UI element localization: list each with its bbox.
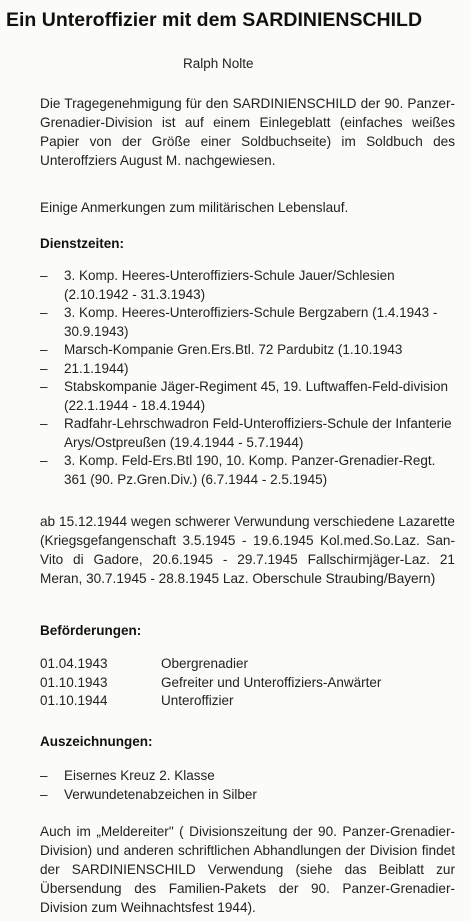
- awards-heading-wrap: [40, 734, 455, 749]
- hospital-section: [40, 512, 455, 588]
- promotions-heading: Beförderungen:: [40, 623, 142, 638]
- promotion-row: [40, 655, 455, 674]
- dash-bullet: –: [40, 360, 48, 376]
- dash-bullet: –: [40, 768, 48, 783]
- dash-bullet: –: [40, 786, 48, 802]
- service-item: – 21.1.1944): [40, 360, 455, 379]
- article-title: Ein Unteroffizier mit dem SARDINIENSCHILD: [6, 9, 423, 31]
- dash-bullet: –: [40, 416, 48, 431]
- service-item: – 3. Komp. Heeres-Unteroffiziers-Schule Bergzabern (1.4.1943 - 30.9.1943): [40, 305, 438, 339]
- promotion-row: [40, 674, 455, 693]
- service-section: [40, 267, 455, 489]
- promotions-table: [40, 655, 455, 711]
- awards-section: [40, 767, 455, 804]
- promotion-row: [40, 692, 455, 711]
- dash-bullet: –: [40, 342, 48, 357]
- dash-bullet: –: [40, 268, 48, 283]
- dash-bullet: –: [40, 305, 48, 320]
- promotion-rank: Gefreiter und Unteroffiziers-Anwärter: [161, 674, 382, 690]
- author-name: Ralph Nolte: [183, 56, 254, 71]
- promotion-date: 01.10.1943: [40, 674, 108, 690]
- service-item: – Radfahr-Lehrschwadron Feld-Unteroffiziers-Schule der Infanterie Arys/Ostpreußen (19.4.1944 - 5.7.1944): [40, 416, 452, 450]
- service-list: [40, 267, 455, 489]
- award-item: – Eisernes Kreuz 2. Klasse: [40, 767, 455, 786]
- remarks-section: [40, 198, 455, 217]
- promotion-date: 01.04.1943: [40, 656, 108, 671]
- award-item: – Verwundetenabzeichen in Silber: [40, 786, 455, 805]
- service-item: – Marsch-Kompanie Gren.Ers.Btl. 72 Pardubitz (1.10.1943: [40, 341, 455, 360]
- hospital-paragraph: ab 15.12.1944 wegen schwerer Verwundung verschiedene Lazarette (Kriegsgefangenschaft 3.5.1945 - 19.6.1945 Kol.med.So.Laz. San-Vito di Gadore, 20.6.1945 - 29.7.1945 Fallschirmjäger-Laz. 21 Meran, 30.7.1945 - 28.8.1945 Laz. Oberschule Straubing/Bayern): [40, 514, 455, 586]
- intro-section: [40, 94, 455, 170]
- dash-bullet: –: [40, 379, 48, 394]
- closing-section: [40, 822, 455, 917]
- intro-paragraph: Die Tragegenehmigung für den SARDINIENSCHILD der 90. Panzer-Grenadier-Division ist auf einem Einlegeblatt (einfaches weißes Papier von der Größe einer Soldbuchseite) im Soldbuch des Unteroffziers August M. nachgewiesen.: [40, 96, 455, 168]
- service-item: – 3. Komp. Heeres-Unteroffiziers-Schule Jauer/Schlesien (2.10.1942 - 31.3.1943): [40, 268, 395, 302]
- awards-list: [40, 767, 455, 804]
- remarks-paragraph: Einige Anmerkungen zum militärischen Lebenslauf.: [40, 200, 349, 215]
- promotion-date: 01.10.1944: [40, 693, 108, 708]
- service-heading: Dienstzeiten:: [40, 236, 125, 251]
- service-item: – 3. Komp. Feld-Ers.Btl 190, 10. Komp. Panzer-Grenadier-Regt. 361 (90. Pz.Gren.Div.) (6.7.1944 - 2.5.1945): [40, 453, 436, 487]
- awards-heading: Auszeichnungen:: [40, 734, 153, 749]
- service-item: – Stabskompanie Jäger-Regiment 45, 19. Luftwaffen-Feld-division (22.1.1944 - 18.4.1944): [40, 379, 448, 413]
- service-heading-wrap: [40, 236, 455, 251]
- promotions-heading-wrap: [40, 623, 455, 638]
- promotion-rank: Unteroffizier: [161, 693, 234, 708]
- promotion-rank: Obergrenadier: [161, 656, 249, 671]
- dash-bullet: –: [40, 453, 48, 468]
- closing-paragraph: Auch im „Meldereiter" ( Divisionszeitung der 90. Panzer-Grenadier-Division) und anderen schriftlichen Abhandlungen der Division findet der SARDINIENSCHILD Verwendung (siehe das Beiblatt zur Übersendung des Familien-Pakets der 90. Panzer-Grenadier-Division zum Weihnachtsfest 1944).: [40, 824, 455, 915]
